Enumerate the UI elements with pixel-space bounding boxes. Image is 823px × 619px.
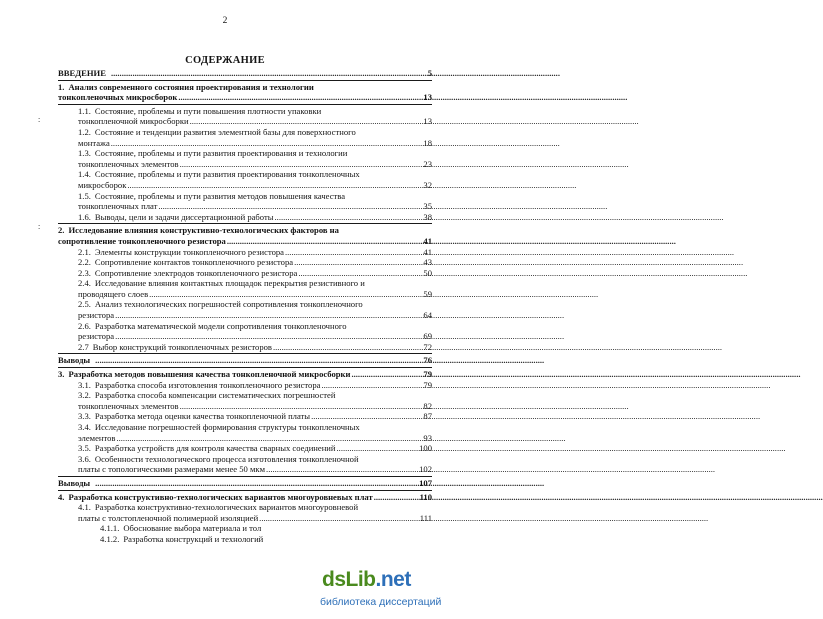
- toc-entry-number: Выводы: [58, 355, 91, 366]
- dot-leader: [178, 92, 627, 103]
- section-divider: [58, 80, 432, 81]
- dot-leader: [259, 513, 708, 524]
- logo-text: dsLib.net: [322, 568, 411, 591]
- toc-entry-number: 1.6.: [78, 211, 91, 222]
- section-divider: [58, 367, 432, 368]
- toc-entry-text: тонкопленочных плат: [78, 201, 158, 212]
- toc-entry: [58, 342, 432, 353]
- dot-leader: [180, 401, 629, 412]
- toc-page-number: 18: [423, 137, 432, 148]
- toc-entry-text: Выбор конструкций тонкопленочных резисторов: [92, 341, 272, 352]
- toc-entry-text: платы с топологическими размерами менее 50 мкм: [78, 464, 266, 475]
- toc-entry-number: 3.5.: [78, 443, 91, 454]
- toc-entry-number: 3.3.: [78, 411, 91, 422]
- toc-entry-number: 1.5.: [78, 190, 91, 201]
- toc-page-number: 110: [419, 491, 432, 502]
- toc-page-number: 76: [423, 355, 432, 366]
- toc-page-number: 93: [423, 432, 432, 443]
- section-divider: [58, 490, 432, 491]
- toc-page-number: 79: [423, 379, 432, 390]
- dot-leader: [116, 433, 565, 444]
- toc-entry-text: Разработка математической модели сопротивления тонкопленочного: [94, 320, 347, 331]
- toc-entry-text: Разработка способа компенсации систематических погрешностей: [94, 390, 336, 401]
- toc-entry-number: 4.1.: [78, 502, 91, 513]
- toc-page-number: 13: [423, 92, 432, 103]
- toc-page-number: 32: [423, 179, 432, 190]
- toc-entry-text: резистора: [78, 310, 115, 321]
- toc-page-number: 102: [419, 464, 432, 475]
- toc-page-number: 38: [423, 211, 432, 222]
- toc-page-number: 111: [419, 512, 432, 523]
- toc-entry: [58, 411, 432, 422]
- toc-entry: [58, 299, 432, 320]
- toc-entry-number: 2.7: [78, 341, 89, 352]
- page-number: 2: [222, 16, 228, 26]
- toc-page-number: 79: [423, 369, 432, 380]
- toc-entry-number: 2.6.: [78, 320, 91, 331]
- toc-title: СОДЕРЖАНИЕ: [185, 55, 265, 66]
- toc-entry-text: Состояние и тенденции развития элементной базы для поверхностного: [94, 126, 356, 137]
- dot-leader: [311, 411, 760, 422]
- toc-entry-number: 4.: [58, 491, 65, 502]
- toc-entry: [58, 380, 432, 391]
- toc-entry: [58, 212, 432, 223]
- toc-entry-number: 2.4.: [78, 278, 91, 289]
- toc-page-number: 100: [419, 443, 432, 454]
- toc-entry: [58, 478, 432, 489]
- toc-entry-text: Анализ технологических погрешностей сопротивления тонкопленочного: [94, 299, 363, 310]
- toc-entry-text: Сопротивление контактов тонкопленочного резистора: [94, 257, 294, 268]
- toc-entry-text: Состояние, проблемы и пути развития методов повышения качества: [94, 190, 346, 201]
- margin-mark: :: [38, 222, 41, 231]
- dot-leader: [285, 247, 734, 258]
- toc-entry-text: проводящего слоев: [78, 288, 149, 299]
- toc-entry: [58, 247, 432, 258]
- toc-entry: [58, 492, 432, 503]
- toc-entry-text: Обоснование выбора материала и тол: [123, 523, 262, 534]
- toc-entry-text: сопротивление тонкопленочного резистора: [58, 235, 226, 246]
- toc-entry-text: Разработка конструкций и технологий: [123, 533, 264, 544]
- toc-entry: [58, 502, 432, 523]
- toc-entry-number: 2.3.: [78, 267, 91, 278]
- toc-entry-text: Исследование влияния контактных площадок перекрытия резистивного и: [94, 278, 365, 289]
- toc-entry-number: 2.5.: [78, 299, 91, 310]
- toc-entry-number: 1.4.: [78, 169, 91, 180]
- toc-entry-text: монтажа: [78, 137, 110, 148]
- toc-entry-number: 4.1.1.: [100, 523, 120, 534]
- toc-entry-text: Разработка конструктивно-технологических вариантов многоуровневых плат: [68, 491, 373, 502]
- toc-entry-text: Разработка метода оценки качества тонкопленочной платы: [94, 411, 311, 422]
- toc-entry: [58, 68, 432, 79]
- toc-page-number: 23: [423, 158, 432, 169]
- toc-entry: [58, 169, 432, 190]
- dot-leader: [298, 268, 747, 279]
- toc-entry: [58, 106, 432, 127]
- toc-entry: [58, 422, 432, 443]
- toc-entry-number: 4.1.2.: [100, 533, 120, 544]
- section-divider: [58, 353, 432, 354]
- section-divider: [58, 476, 432, 477]
- toc-entry: [58, 268, 432, 279]
- toc-entry-text: Состояние, проблемы и пути повышения плотности упаковки: [94, 105, 322, 116]
- watermark-logo: [318, 566, 450, 619]
- toc-entry: [58, 225, 432, 246]
- toc-entry-number: ВВЕДЕНИЕ: [58, 68, 106, 78]
- toc-entry: [58, 191, 432, 212]
- toc-entry: [58, 523, 432, 534]
- toc-entry: [58, 355, 432, 366]
- dot-leader: [115, 310, 564, 321]
- toc-entry-text: Разработка устройств для контроля качества сварных соединений: [94, 443, 336, 454]
- toc-entry-text: резистора: [78, 331, 115, 342]
- toc-entry-number: 3.6.: [78, 453, 91, 464]
- logo-tagline: библиотека диссертаций: [320, 596, 442, 608]
- toc-page-number: 13: [423, 116, 432, 127]
- dot-leader: [95, 355, 544, 366]
- toc-page-number: 43: [423, 257, 432, 268]
- toc-page-number: 69: [423, 331, 432, 342]
- toc-entry-text: Состояние, проблемы и пути развития проектирования тонкопленочных: [94, 169, 360, 180]
- toc-entry-text: платы с толстопленочной полимерной изоляцией: [78, 512, 259, 523]
- toc-entry: [58, 82, 432, 103]
- toc-page-number: 107: [419, 477, 432, 488]
- toc-entry-number: 1.2.: [78, 126, 91, 137]
- toc-entry-text: тонкопленочных элементов: [78, 158, 179, 169]
- toc-page-number: 64: [423, 310, 432, 321]
- section-divider: [58, 104, 432, 105]
- margin-mark: :: [38, 115, 41, 124]
- toc-entry-text: Выводы, цели и задачи диссертационной работы: [94, 211, 274, 222]
- dot-leader: [115, 331, 564, 342]
- toc-entry: [58, 454, 432, 475]
- toc-entry: [58, 321, 432, 342]
- toc-entry-number: 2.: [58, 225, 65, 236]
- toc-entry-number: 3.1.: [78, 379, 91, 390]
- toc-entry-number: 1.3.: [78, 148, 91, 159]
- toc-entry: [58, 278, 432, 299]
- toc-entry-number: 2.2.: [78, 257, 91, 268]
- toc-entry-text: тонкопленочных микросборок: [58, 92, 178, 103]
- toc-entry: [58, 443, 432, 454]
- toc-entry-text: Исследование влияния конструктивно-технологических факторов на: [68, 225, 339, 236]
- dot-leader: [227, 236, 676, 247]
- toc-entry-text: Исследование погрешностей формирования структуры тонкопленочных: [94, 422, 360, 432]
- table-of-contents: [58, 68, 432, 545]
- toc-entry: [58, 369, 432, 380]
- dot-leader: [374, 492, 823, 503]
- toc-entry: [58, 534, 432, 545]
- toc-page-number: 5: [427, 68, 432, 78]
- toc-page-number: 50: [423, 267, 432, 278]
- dot-leader: [273, 342, 722, 353]
- toc-entry-text: микросборок: [78, 179, 127, 190]
- dot-leader: [95, 478, 544, 489]
- toc-entry-text: Разработка методов повышения качества тонкопленочной микросборки: [68, 369, 351, 380]
- toc-page-number: 87: [423, 411, 432, 422]
- dot-leader: [111, 138, 560, 149]
- toc-entry-text: Сопротивление электродов тонкопленочного резистора: [94, 267, 298, 278]
- dot-leader: [275, 212, 724, 223]
- toc-page-number: 82: [423, 400, 432, 411]
- toc-entry-text: Состояние, проблемы и пути развития проектирования и технологии: [94, 148, 348, 159]
- toc-page-number: 72: [423, 341, 432, 352]
- dot-leader: [294, 257, 743, 268]
- toc-entry-text: Особенности технологического процесса изготовления тонкопленочной: [94, 453, 359, 464]
- toc-entry: [58, 127, 432, 148]
- toc-entry: [58, 390, 432, 411]
- dot-leader: [111, 68, 560, 79]
- toc-entry-text: тонкопленочной микросборки: [78, 116, 189, 127]
- dot-leader: [266, 464, 715, 475]
- toc-entry-text: Анализ современного состояния проектирования и технологии: [68, 81, 314, 92]
- toc-entry-number: Выводы: [58, 477, 91, 488]
- section-divider: [58, 223, 432, 224]
- toc-entry-number: 1.1.: [78, 105, 91, 116]
- toc-entry-number: 3.4.: [78, 422, 91, 432]
- dot-leader: [127, 180, 576, 191]
- dot-leader: [321, 380, 770, 391]
- dot-leader: [158, 201, 607, 212]
- toc-entry: [58, 257, 432, 268]
- toc-entry-text: тонкопленочных элементов: [78, 400, 179, 411]
- toc-page-number: 41: [423, 235, 432, 246]
- dot-leader: [180, 159, 629, 170]
- toc-entry-text: Разработка конструктивно-технологических вариантов многоуровневой: [94, 502, 359, 513]
- dot-leader: [149, 289, 598, 300]
- toc-entry-number: 2.1.: [78, 246, 91, 257]
- toc-entry-text: Элементы конструкции тонкопленочного резистора: [94, 246, 284, 257]
- toc-entry-text: Разработка способа изготовления тонкопленочного резистора: [94, 379, 321, 390]
- toc-entry-text: элементов: [78, 432, 116, 443]
- toc-entry-number: 1.: [58, 81, 65, 92]
- toc-page-number: 41: [423, 246, 432, 257]
- toc-page-number: 35: [423, 201, 432, 212]
- toc-entry-number: 3.: [58, 369, 65, 380]
- toc-entry: [58, 148, 432, 169]
- toc-entry-number: 3.2.: [78, 390, 91, 401]
- dot-leader: [337, 443, 786, 454]
- toc-page-number: 59: [423, 288, 432, 299]
